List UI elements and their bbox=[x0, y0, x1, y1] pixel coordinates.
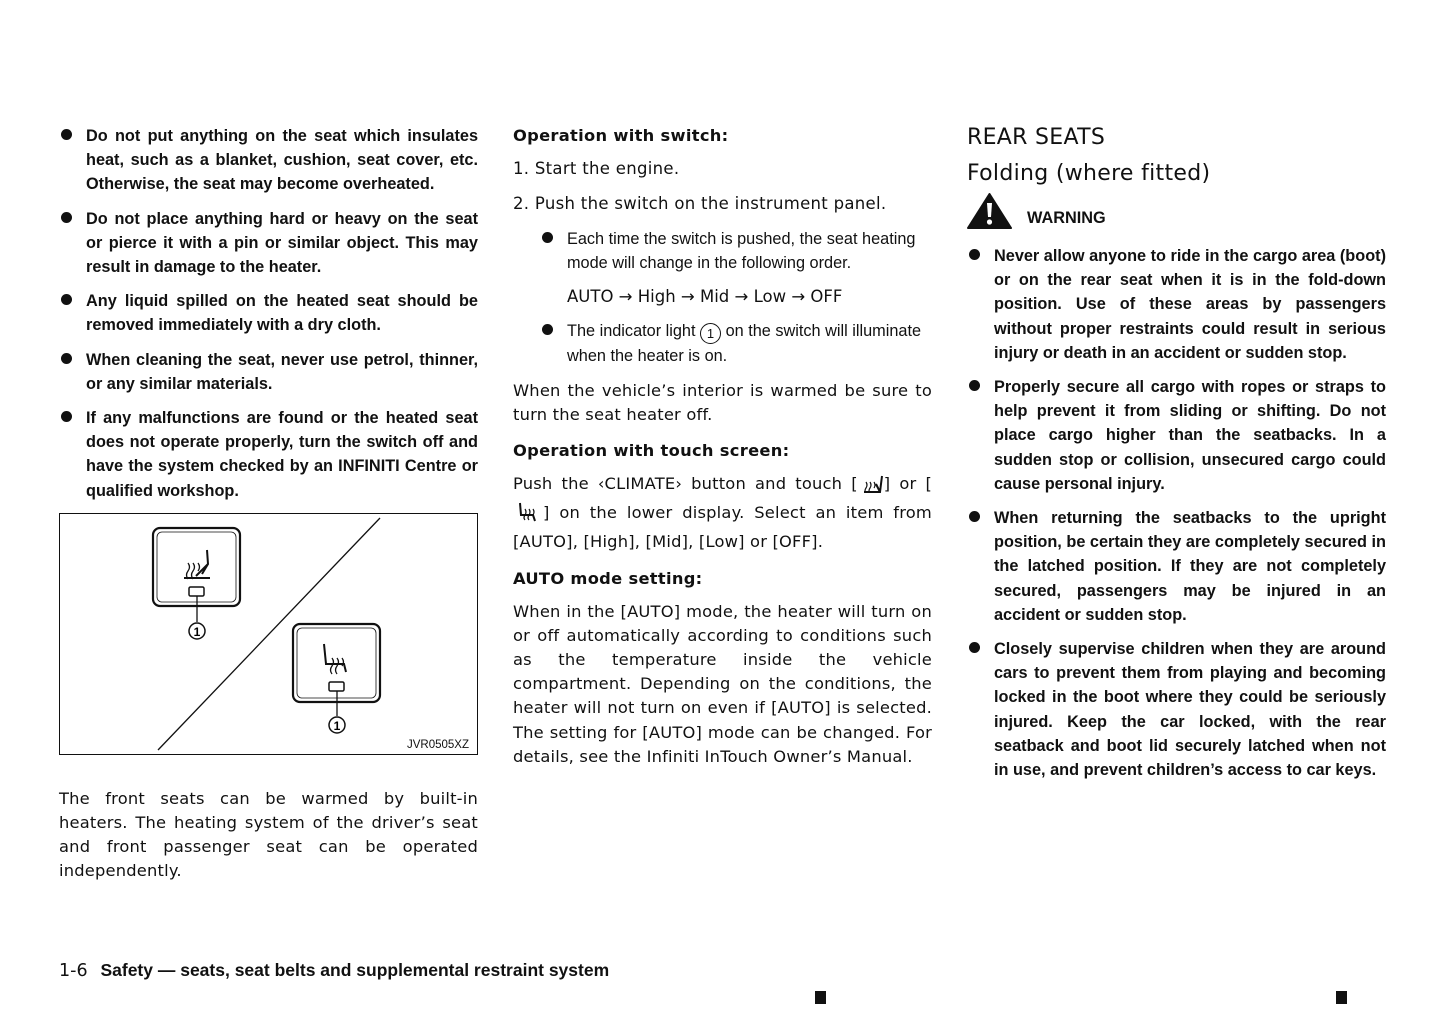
touch-text: ] or [ bbox=[883, 474, 932, 494]
divider-line bbox=[158, 518, 380, 750]
warning-header bbox=[967, 192, 1386, 230]
page-number: 1-6 bbox=[59, 961, 88, 981]
step-1: 1. Start the engine. bbox=[513, 159, 680, 178]
auto-heading: AUTO mode setting: bbox=[513, 568, 703, 588]
switch-heading: Operation with switch: bbox=[513, 126, 729, 145]
svg-text:1: 1 bbox=[333, 718, 341, 733]
figure-code: JVR0505XZ bbox=[406, 738, 469, 751]
seat-heater-icon bbox=[858, 472, 884, 501]
sub-text: on the switch will illuminate when the heater is on. bbox=[567, 322, 922, 366]
right-column bbox=[967, 124, 1386, 792]
switch-illustration bbox=[60, 514, 477, 754]
warning-triangle-icon bbox=[967, 192, 1012, 230]
left-column bbox=[59, 124, 478, 884]
crop-mark bbox=[815, 991, 826, 1004]
caution-bullet: Do not place anything hard or heavy on the seat or pierce it with a pin or similar object. This may result in damage to the heater. bbox=[59, 207, 478, 280]
caution-bullet: If any malfunctions are found or the heated seat does not operate properly, turn the switch off and have the system checked by an INFINITI Centre or qualified workshop. bbox=[59, 406, 478, 503]
page-footer bbox=[59, 958, 609, 983]
sub-text: The indicator light bbox=[567, 322, 696, 341]
touch-text: ] on the lower display. Select an item from [AUTO], [High], [Mid], [Low] or [OFF]. bbox=[513, 503, 932, 552]
auto-paragraph: When in the [AUTO] mode, the heater will turn on or off automatically according to conditions such as the temperature inside the vehicle compartment. Depending on the conditions, the heater will not turn on even if [AUTO] is selected. The setting for [AUTO] mode can be changed. For details, see the Infiniti InTouch Owner’s Manual. bbox=[513, 601, 932, 766]
touch-paragraph bbox=[513, 472, 932, 555]
footer-section-title: Safety — seats, seat belts and supplemental restraint system bbox=[100, 960, 610, 980]
caution-bullet: Do not put anything on the seat which insulates heat, such as a blanket, cushion, seat cover, etc. Otherwise, the seat may become overheated. bbox=[59, 124, 478, 197]
seat-heater-alt-icon bbox=[513, 501, 543, 530]
seat-heater-alt-icon bbox=[293, 624, 380, 733]
warning-label: WARNING bbox=[1027, 209, 1106, 227]
callout-number: 1 bbox=[700, 323, 721, 344]
caution-bullet: When cleaning the seat, never use petrol, thinner, or any similar materials. bbox=[59, 348, 478, 396]
section-title: REAR SEATS bbox=[967, 125, 1106, 150]
touch-heading: Operation with touch screen: bbox=[513, 441, 790, 461]
touch-text: Push the ‹CLIMATE› button and touch [ bbox=[513, 474, 858, 494]
svg-text:1: 1 bbox=[193, 624, 201, 639]
warning-bullet: Closely supervise children when they are around cars to prevent them from playing and becoming locked in the boot where they could be seriously injured. Keep the car locked, with the rear seatback and boot lid securely latched when not in use, and prevent children’s access to car keys. bbox=[967, 637, 1386, 782]
sub-bullet bbox=[513, 319, 932, 368]
caution-bullet: Any liquid spilled on the heated seat should be removed immediately with a dry cloth. bbox=[59, 289, 478, 337]
intro-paragraph: The front seats can be warmed by built-in heaters. The heating system of the driver’s seat and front passenger seat can be operated independently. bbox=[59, 788, 478, 881]
mode-sequence: AUTO → High → Mid → Low → OFF bbox=[567, 287, 843, 307]
warning-bullet: Never allow anyone to ride in the cargo area (boot) or on the rear seat when it is in the fold-down position. Use of these areas by passengers without proper restraints could result in serious injury or death in an accident or sudden stop. bbox=[967, 244, 1386, 365]
crop-mark bbox=[1336, 991, 1347, 1004]
warning-bullet: Properly secure all cargo with ropes or straps to help prevent it from sliding or shifting. Do not place cargo higher than the seatbacks. In a sudden stop or collision, unsecured cargo could cause personal injury. bbox=[967, 375, 1386, 496]
middle-column bbox=[513, 124, 932, 769]
seat-heater-icon bbox=[153, 528, 240, 639]
sub-bullet: Each time the switch is pushed, the seat heating mode will change in the following order. bbox=[513, 227, 932, 275]
warning-bullet: When returning the seatbacks to the upright position, be certain they are completely secured in the latched position. If they are not completely secured, passengers may be injured in an accident or sudden stop. bbox=[967, 506, 1386, 627]
step-2: 2. Push the switch on the instrument panel. bbox=[513, 194, 887, 213]
seat-heater-switch-figure bbox=[59, 513, 478, 755]
section-subtitle: Folding (where fitted) bbox=[967, 161, 1211, 186]
warm-paragraph: When the vehicle’s interior is warmed be sure to turn the seat heater off. bbox=[513, 380, 932, 424]
